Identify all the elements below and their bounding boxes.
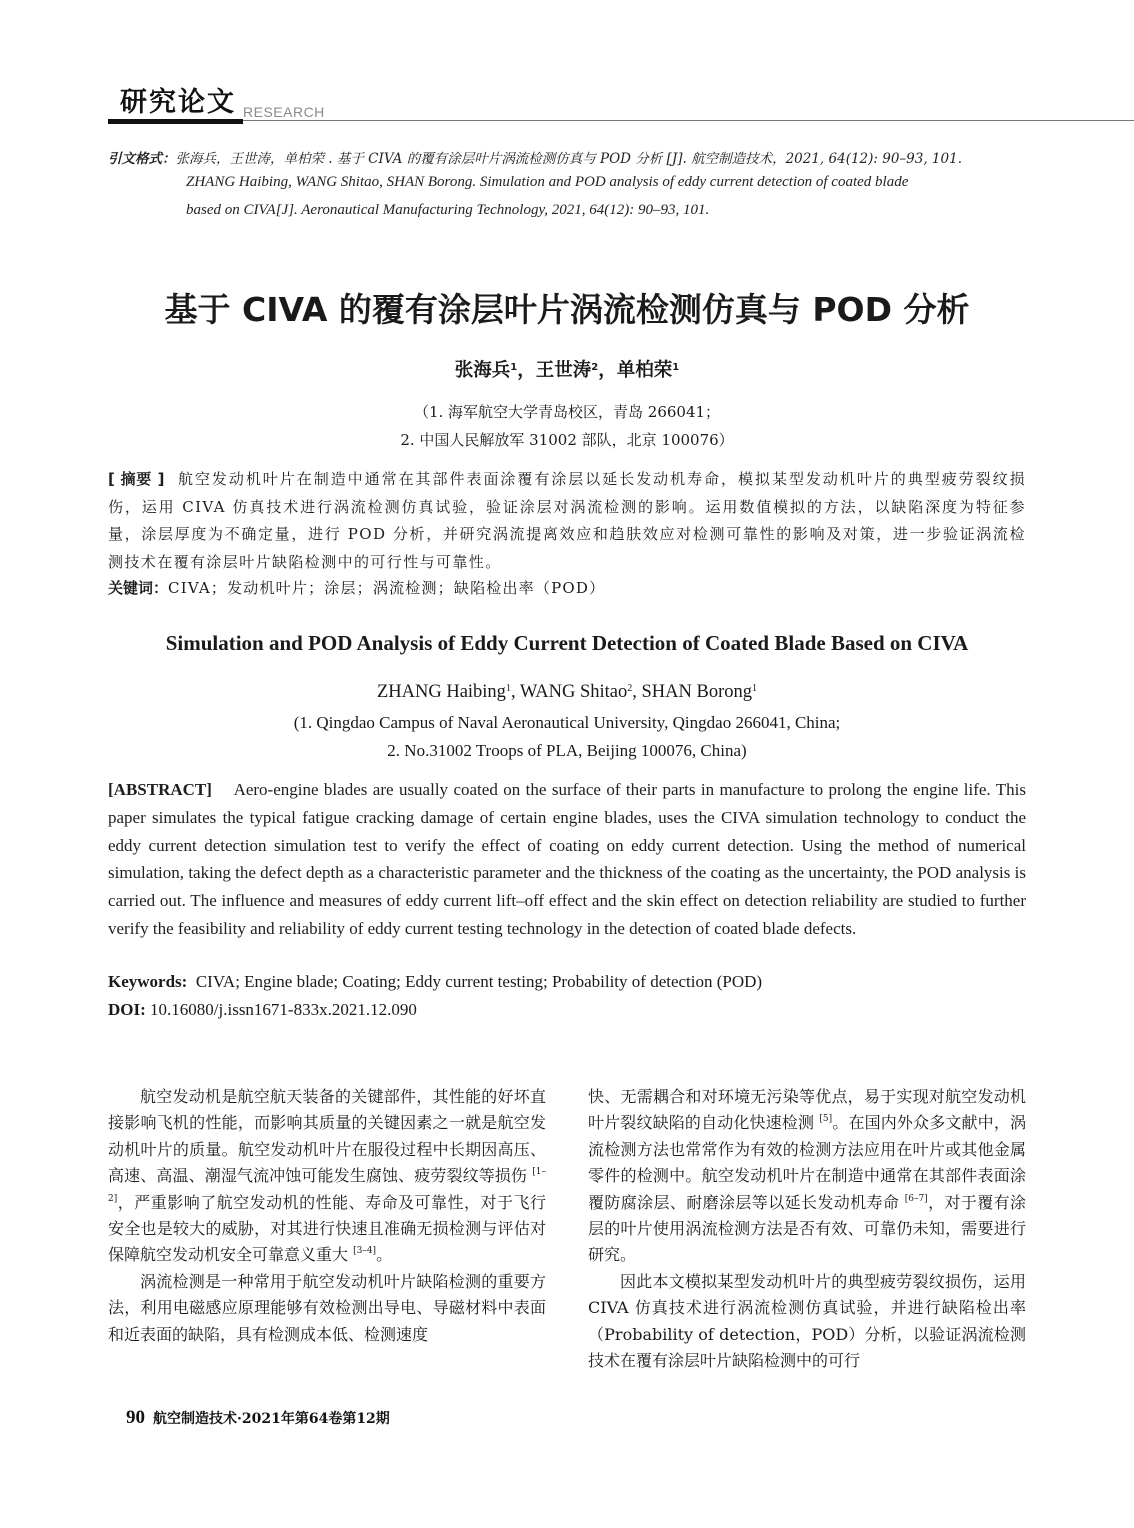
doi-label: DOI: <box>108 1000 146 1019</box>
authors-en <box>0 682 1134 703</box>
citation-ref: [5] <box>819 1114 833 1125</box>
body-paragraph <box>108 1269 546 1348</box>
header-rule-accent <box>108 119 243 124</box>
citation-label: 引文格式： <box>108 151 176 167</box>
body-text: ，严重影响了航空发动机的性能、寿命及可靠性，对于飞行安全也是较大的威胁，对其进行快速且准确无损检测与评估对保障航空发动机安全可靠意义重大 <box>108 1192 546 1265</box>
citation-line-3: based on CIVA[J]. Aeronautical Manufacturing Technology, 2021, 64(12): 90–93, 101. <box>186 202 710 218</box>
section-heading-en: RESEARCH <box>243 104 325 120</box>
header-rule <box>108 120 1134 121</box>
author-affil-mark: 1 <box>505 683 511 694</box>
citation-line-2: ZHANG Haibing, WANG Shitao, SHAN Borong. Simulation and POD analysis of eddy current detection of coated blade <box>186 174 909 190</box>
body-paragraph <box>588 1269 1026 1375</box>
author-name: 张海兵 <box>454 360 511 381</box>
authors-cn <box>0 356 1134 382</box>
author-name: 单柏荣 <box>616 360 673 381</box>
author-affil-mark: 2 <box>591 362 599 373</box>
citation-ref: [1–2] <box>108 1167 546 1204</box>
body-text: ，对于覆有涂层的叶片使用涡流检测方法是否有效、可靠仍未知，需要进行研究。 <box>588 1192 1026 1265</box>
author-affil-mark: 2 <box>627 683 633 694</box>
author-affil-mark: 1 <box>510 362 518 373</box>
body-text: 。在国内外众多文献中，涡流检测方法也常常作为有效的检测方法应用在叶片或其他金属零件的检测中。航空发动机叶片在制造中通常在其部件表面涂覆防腐涂层、耐磨涂层等以延长发动机寿命 <box>588 1113 1026 1212</box>
author-name: WANG Shitao <box>519 682 628 702</box>
body-text: 。 <box>376 1245 393 1265</box>
page-footer <box>126 1407 390 1429</box>
author-sep: , <box>510 682 520 702</box>
abstract-cn-label: [ 摘要 ] <box>108 470 165 488</box>
keywords-cn-text: CIVA；发动机叶片；涂层；涡流检测；缺陷检出率（POD） <box>168 579 606 597</box>
body-text: 快、无需耦合和对环境无污染等优点，易于实现对航空发动机叶片裂纹缺陷的自动化快速检测 <box>588 1087 1026 1133</box>
page-number: 90 <box>126 1407 145 1428</box>
author-affil-mark: 1 <box>752 683 758 694</box>
paper-title-cn: 基于 CIVA 的覆有涂层叶片涡流检测仿真与 POD 分析 <box>164 290 970 329</box>
citation-ref: [3–4] <box>353 1246 377 1257</box>
journal-issue: 航空制造技术·2021年第64卷第12期 <box>153 1411 390 1427</box>
citation-ref: [6–7] <box>904 1193 928 1204</box>
author-sep: ， <box>517 360 536 381</box>
keywords-cn-label: 关键词： <box>108 579 169 597</box>
author-sep: , <box>632 682 642 702</box>
author-name: 王世涛 <box>535 360 592 381</box>
body-paragraph <box>588 1084 1026 1269</box>
author-name: ZHANG Haibing <box>376 682 506 702</box>
body-column-left <box>108 1084 546 1348</box>
body-paragraph <box>108 1084 546 1269</box>
doi-text: 10.16080/j.issn1671-833x.2021.12.090 <box>150 1000 417 1019</box>
body-column-right <box>588 1084 1026 1374</box>
paper-title-en: Simulation and POD Analysis of Eddy Current Detection of Coated Blade Based on CIVA <box>165 631 969 655</box>
keywords-en-text: CIVA; Engine blade; Coating; Eddy current testing; Probability of detection (POD) <box>195 972 763 991</box>
body-text: 因此本文模拟某型发动机叶片的典型疲劳裂纹损伤，运用 CIVA 仿真技术进行涡流检测仿真试验，并进行缺陷检出率（Probability of detection，POD）分析，以验证涡流检测技术在覆有涂层叶片缺陷检测中的可行 <box>588 1271 1026 1371</box>
abstract-cn <box>108 466 1026 576</box>
section-heading: 研究论文 <box>120 87 236 118</box>
author-sep: ， <box>598 360 617 381</box>
body-text: 航空发动机是航空航天装备的关键部件，其性能的好坏直接影响飞机的性能，而影响其质量的关键因素之一就是航空发动机叶片的质量。航空发动机叶片在服役过程中长期因高压、高速、高温、潮湿气流冲蚀可能发生腐蚀、疲劳裂纹等损伤 <box>108 1087 546 1186</box>
keywords-en-label: Keywords: <box>108 972 188 991</box>
abstract-en-label: [ABSTRACT] <box>108 780 212 799</box>
affiliation-en-1: (1. Qingdao Campus of Naval Aeronautical University, Qingdao 266041, China; <box>293 713 841 732</box>
author-affil-mark: 1 <box>672 362 680 373</box>
abstract-en-text: Aero-engine blades are usually coated on the surface of their parts in manufacture to prolong the engine life. This paper simulates the typical fatigue cracking damage of certain engine blades, uses the CIVA simulation technology to conduct the eddy current detection simulation test to verify the effect of coating on eddy current detection. Using the method of numerical simulation, taking the defect depth as a characteristic parameter and the thickness of the coating as the uncertainty, the POD analysis is carried out. The influence and measures of eddy current lift–off effect and the skin effect on detection reliability are studied to further verify the feasibility and reliability of eddy current testing technology in the detection of coated blade defects. <box>108 780 1026 938</box>
citation-text-cn: 张海兵，王世涛，单柏荣 . 基于 CIVA 的覆有涂层叶片涡流检测仿真与 POD 分析 [J]. 航空制造技术，2021, 64(12): 90–93, 101. <box>175 151 962 167</box>
author-name: SHAN Borong <box>641 682 753 702</box>
citation-line-1 <box>108 147 962 167</box>
abstract-en <box>108 776 1026 943</box>
body-text: 涡流检测是一种常用于航空发动机叶片缺陷检测的重要方法，利用电磁感应原理能够有效检测出导电、导磁材料中表面和近表面的缺陷，具有检测成本低、检测速度 <box>108 1271 546 1344</box>
keywords-cn <box>108 577 605 598</box>
doi <box>108 1000 417 1020</box>
affiliation-cn-1: （1. 海军航空大学青岛校区，青岛 266041； <box>413 403 721 421</box>
affiliation-cn-2: 2. 中国人民解放军 31002 部队，北京 100076） <box>400 431 734 449</box>
keywords-en <box>108 972 762 992</box>
abstract-cn-text: 航空发动机叶片在制造中通常在其部件表面涂覆有涂层以延长发动机寿命，模拟某型发动机叶片的典型疲劳裂纹损伤，运用 CIVA 仿真技术进行涡流检测仿真试验，验证涂层对涡流检测的影响。运用数值模拟的方法，以缺陷深度为特征参量，涂层厚度为不确定量，进行 POD 分析，并研究涡流提离效应和趋肤效应对检测可靠性的影响及对策，进一步验证涡流检测技术在覆有涂层叶片缺陷检测中的可行性与可靠性。 <box>108 470 1026 571</box>
affiliation-en-2: 2. No.31002 Troops of PLA, Beijing 100076, China) <box>387 741 747 760</box>
